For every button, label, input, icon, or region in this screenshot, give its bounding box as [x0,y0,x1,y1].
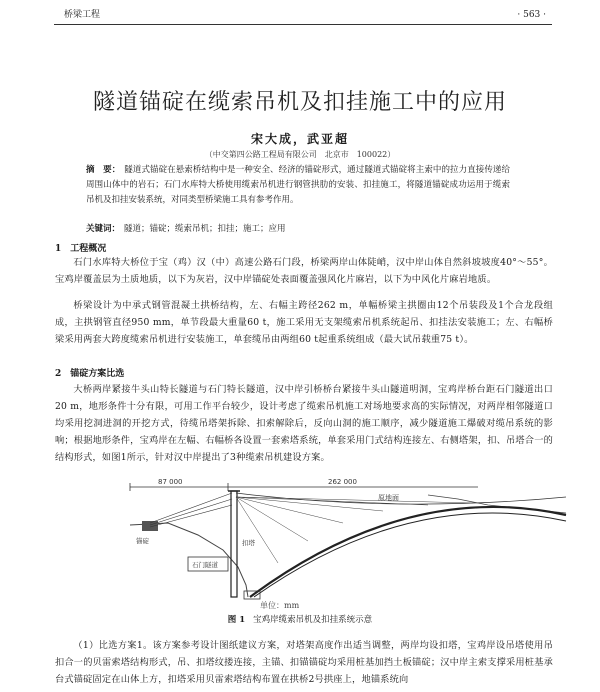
dimension-right-label: 262 000 [328,478,357,486]
affiliation: （中交第四公路工程局有限公司 北京市 100022） [204,150,396,159]
page-number: · 563 · [517,10,546,20]
anchorage-block [142,521,158,531]
section1-paragraph-2: 桥梁设计为中承式钢管混凝土拱桥结构，左、右幅主跨径262 m，单幅桥梁主拱圈由12个吊装段及1个合龙段组成，主拱钢管直径950 mm，单节段最大重量60 t，施工采用无支架缆索吊机系统起吊、扣挂法安装施工；左、右幅桥梁采用两套大跨度缆索吊机进行安装施工，单套缆吊由两组60 t起重系统组成（最大试吊载重75 t）。 [55,300,553,345]
section-heading-1: 1 工程概况 [55,244,107,254]
running-header [54,8,552,25]
paper-title: 隧道锚碇在缆索吊机及扣挂施工中的应用 [92,90,507,115]
buckle-stay-1 [236,497,278,563]
ground-label: 原地面 [378,494,399,502]
arch-rib-inner [254,513,566,597]
keywords-label: 关键词： [86,224,121,234]
figure-unit-label: 单位：mm [260,601,300,610]
section2-paragraph-2: （1）比选方案1。该方案参考设计图纸建议方案，对塔架高度作出适当调整，两岸均设扣塔，宝鸡岸设吊塔使用吊扣合一的贝雷索塔结构形式，吊、扣塔纹搂连接，主锚、扣锚锚碇均采用桩基加挡土板锚碇；汉中岸主索支撑采用桩基承台式锚碇固定在山体上方，扣塔采用贝雷索塔结构布置在拱桥2号拱座上，地锚系统向 [55,640,553,685]
anchor-label: 锚碇 [136,537,149,545]
arch-rib-outer [250,507,566,597]
keywords [86,222,510,236]
abstract-label: 摘 要： [86,165,121,175]
figure-number: 图 1 [227,615,246,625]
section1-paragraph-1: 石门水库特大桥位于宝（鸡）汉（中）高速公路石门段，桥梁两岸山体陡峭，汉中岸山体自然斜坡坡度40°～55°。宝鸡岸覆盖层为土质地质，以下为灰岩，汉中岸锚碇处表面覆盖强风化片麻岩，以下为中风化片麻岩地质。 [55,257,553,285]
keywords-text: 隧道；锚碇；缆索吊机；扣挂；施工；应用 [124,224,286,234]
abstract [86,163,510,208]
tower [231,491,237,597]
tower-label: 扣塔 [242,539,255,547]
main-cable [236,493,566,504]
abstract-text: 隧道式锚碇在悬索桥结构中是一种安全、经济的锚碇形式，通过隧道式锚碇将主索中的拉力直接传递给周围山体中的岩石；石门水库特大桥使用缆索吊机进行钢管拱肋的安装、扣挂施工，将隧道锚碇成功运用于缆索吊机及扣挂安装系统，对同类型桥梁施工具有参考作用。 [86,165,510,205]
section-heading-2: 2 锚碇方案比选 [55,369,125,379]
back-stay-2 [150,499,232,525]
ground-slope [130,523,248,597]
authors: 宋大成，武亚超 [250,132,349,146]
buckle-stay-2 [236,497,308,541]
tunnel-label: 石门隧道 [192,561,218,569]
figure-caption-text: 宝鸡岸缆索吊机及扣挂系统示意 [253,615,373,625]
journal-section: 桥梁工程 [64,10,101,20]
figure-caption [0,613,600,625]
figure-1-diagram [128,475,568,600]
section2-paragraph-1: 大桥两岸紧接牛头山特长隧道与石门特长隧道，汉中岸引桥桥台紧接牛头山隧道明洞，宝鸡岸桥台距石门隧道出口20 m，地形条件十分有限，可用工作平台较少，设计考虑了缆索吊机施工对场地要求高的实际情况，对两岸相邻隧道口均采用挖洞进洞的开挖方式，待缆吊塔架拆除、扣索解除后，反向山洞的施工顺序，减少隧道施工爆破对缆吊系统的影响；根据地形条件，宝鸡岸在左幅、右幅桥各设置一套索塔系统，单套采用门式结构连接左、右侧塔架，扣、吊塔合一的结构形式，如图1所示，针对汉中岸提出了3种缆索吊机建设方案。 [55,384,553,463]
dimension-left-label: 87 000 [158,478,183,486]
